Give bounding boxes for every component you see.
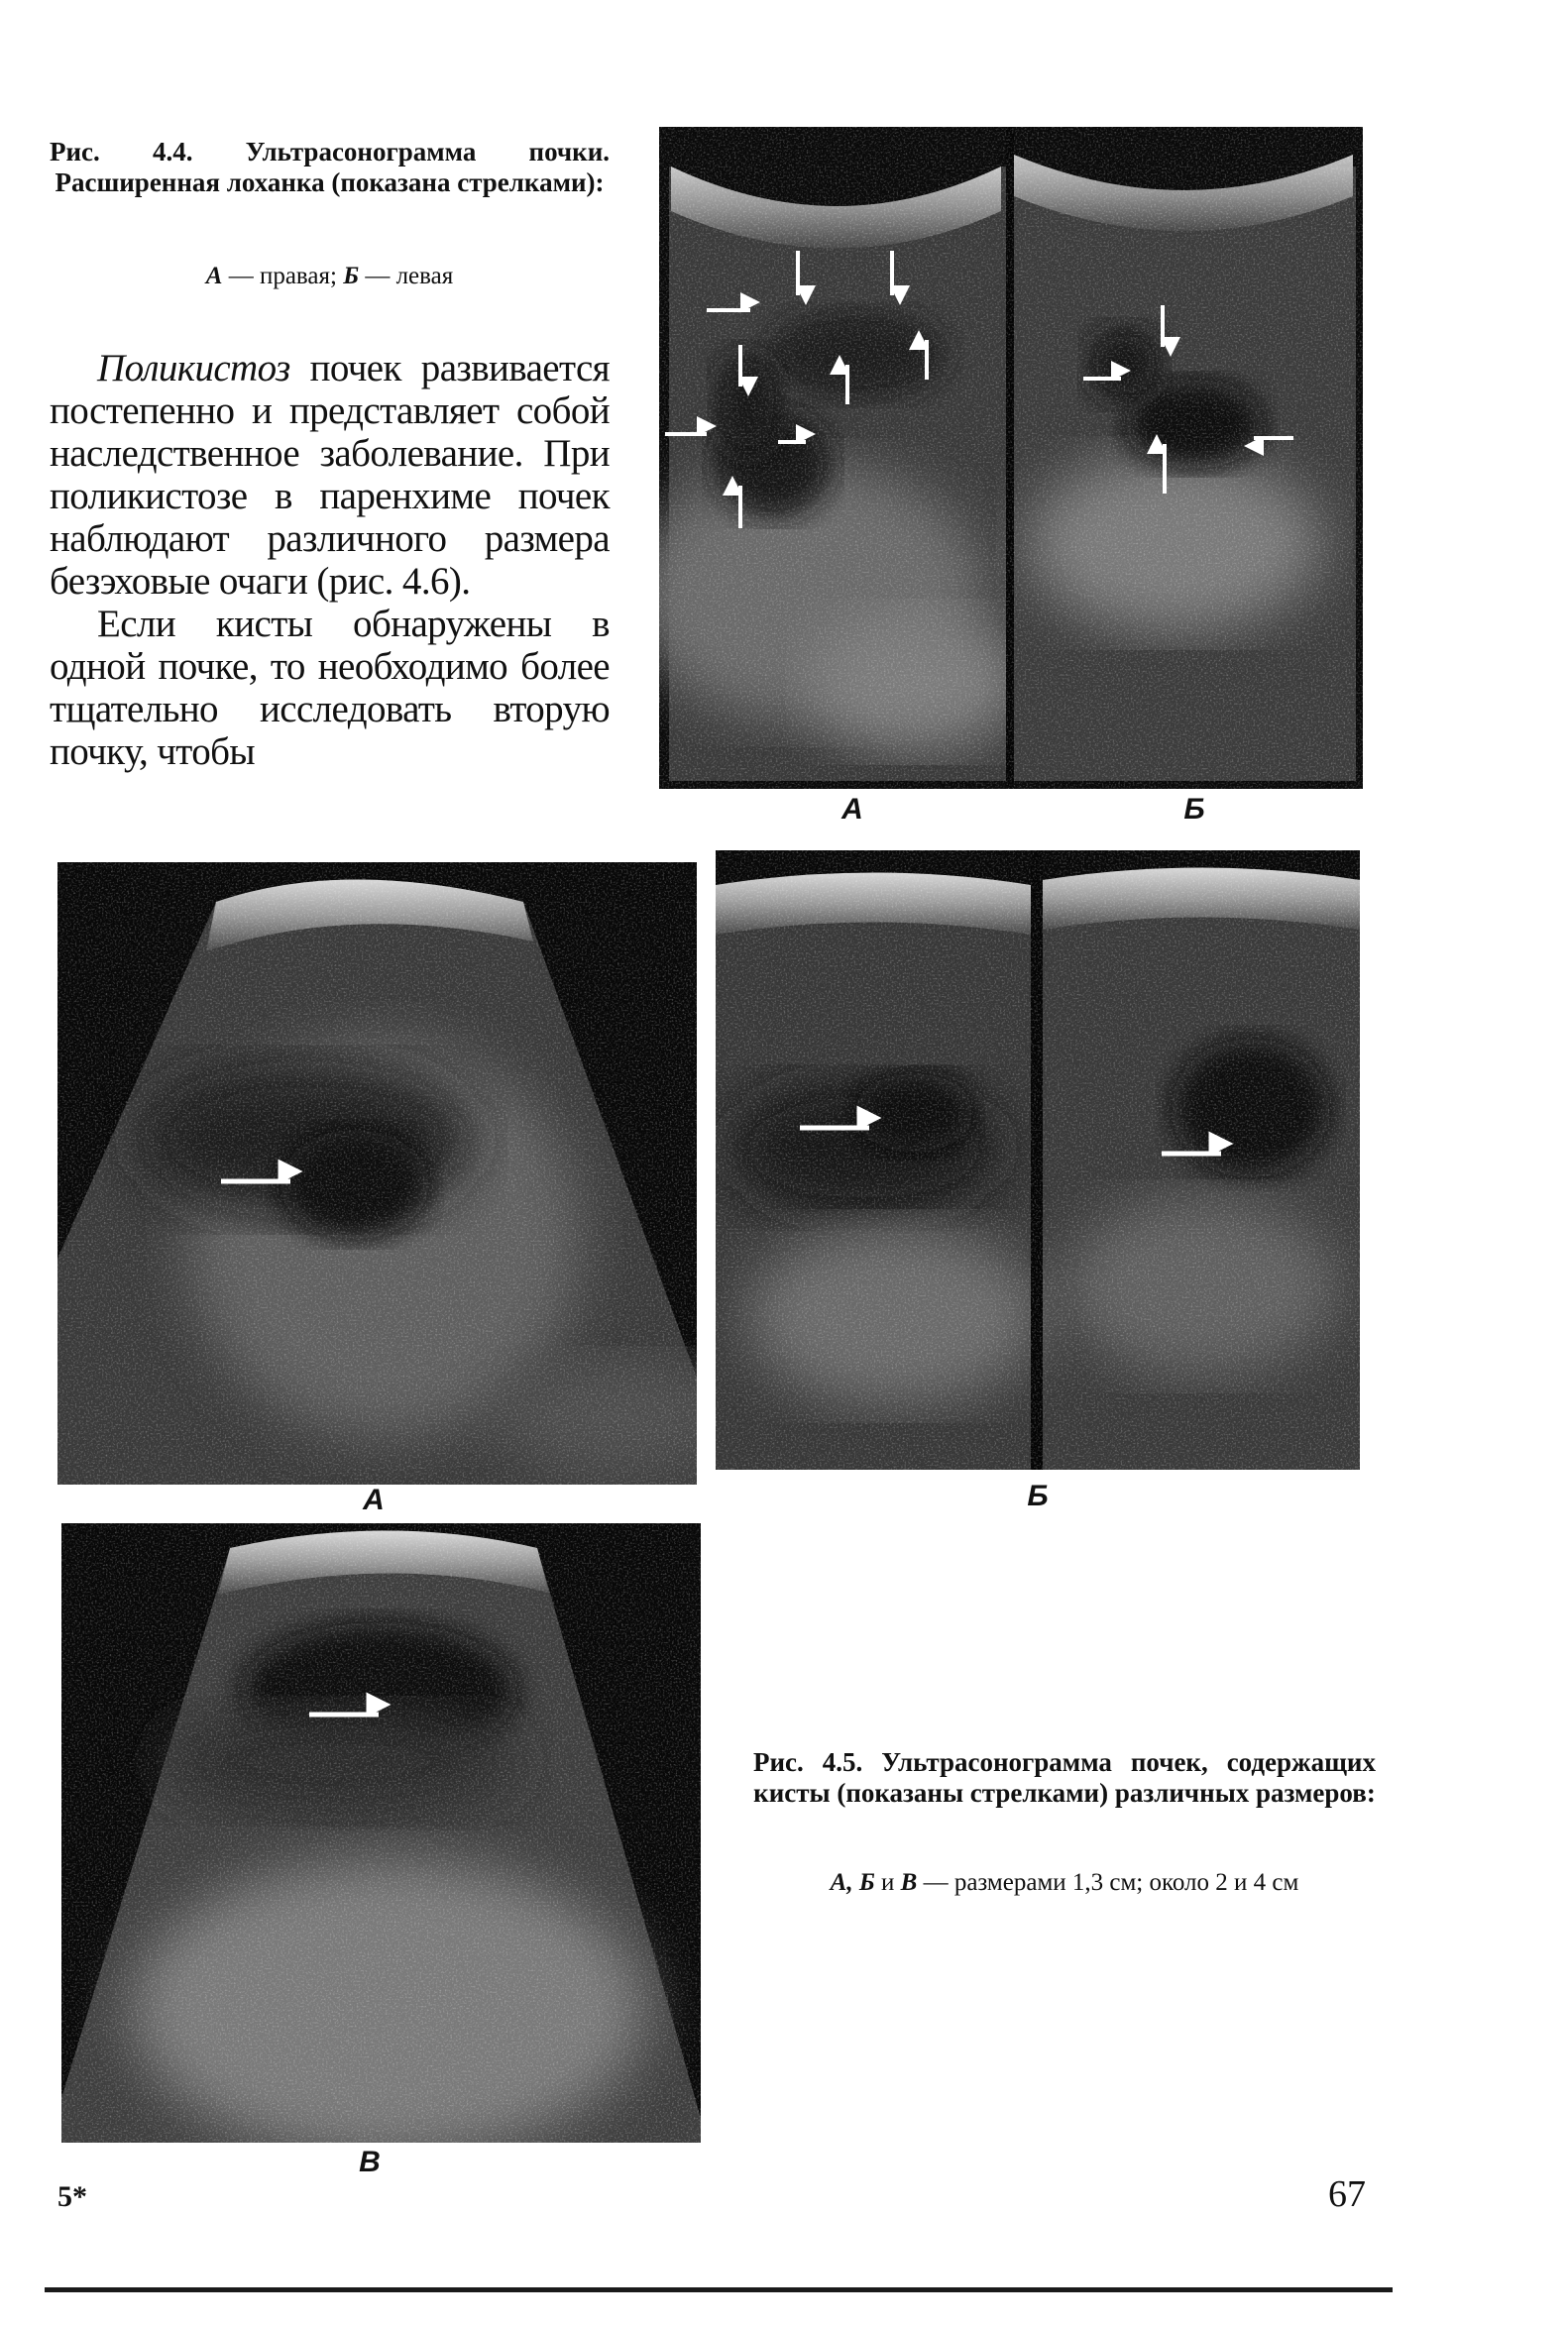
fig44-sub-text-a: — правая; [222, 263, 344, 289]
fig44-label-b: Б [1183, 793, 1205, 826]
footer-signature: 5* [57, 2180, 87, 2213]
fig44-sub-letter-a: А [205, 263, 223, 289]
body-text [50, 347, 610, 773]
fig45-label-a: А [363, 1484, 385, 1516]
fig45-label-v: В [359, 2146, 381, 2178]
body-paragraph-2: Если кисты обнаружены в одной почке, то необходимо более тщательно исследовать вторую почку, чтобы [50, 603, 610, 773]
fig45-sub-letter-v: В [900, 1869, 918, 1896]
fig44-sub-letter-b: Б [343, 263, 360, 289]
fig44-label-a: А [841, 793, 863, 826]
fig45-ultrasound-v [61, 1523, 701, 2143]
body-paragraph-1-text: почек развивается постепенно и представляет собой наследственное заболевание. При поликистозе в паренхиме почек наблюдают различного размера безэховые очаги (рис. 4.6). [50, 347, 610, 603]
fig44-sub-text-b: — левая [359, 263, 454, 289]
fig44-caption-title: Рис. 4.4. Ультрасонограмма почки. Расширенная лоханка (показана стрелками): [50, 137, 610, 197]
page-number: 67 [1328, 2173, 1366, 2215]
fig44-caption-subtitle [50, 262, 610, 291]
fig45-sub-letters: А, Б [830, 1869, 875, 1896]
fig45-sub-text: — размерами 1,3 см; около 2 и 4 см [917, 1869, 1299, 1896]
fig44-ultrasound-image [659, 127, 1363, 789]
fig45-caption-title: Рис. 4.5. Ультрасонограмма почек, содержащих кисты (показаны стрелками) различных размеров: [753, 1747, 1376, 1808]
fig45-sub-and: и [874, 1869, 901, 1896]
body-paragraph-1 [50, 347, 610, 603]
fig45-label-b: Б [1027, 1480, 1049, 1512]
body-term: Поликистоз [97, 347, 290, 389]
bottom-rule [45, 2287, 1393, 2292]
fig45-ultrasound-b [716, 850, 1360, 1470]
fig45-ultrasound-a [57, 862, 697, 1485]
fig45-caption-subtitle [753, 1868, 1376, 1898]
